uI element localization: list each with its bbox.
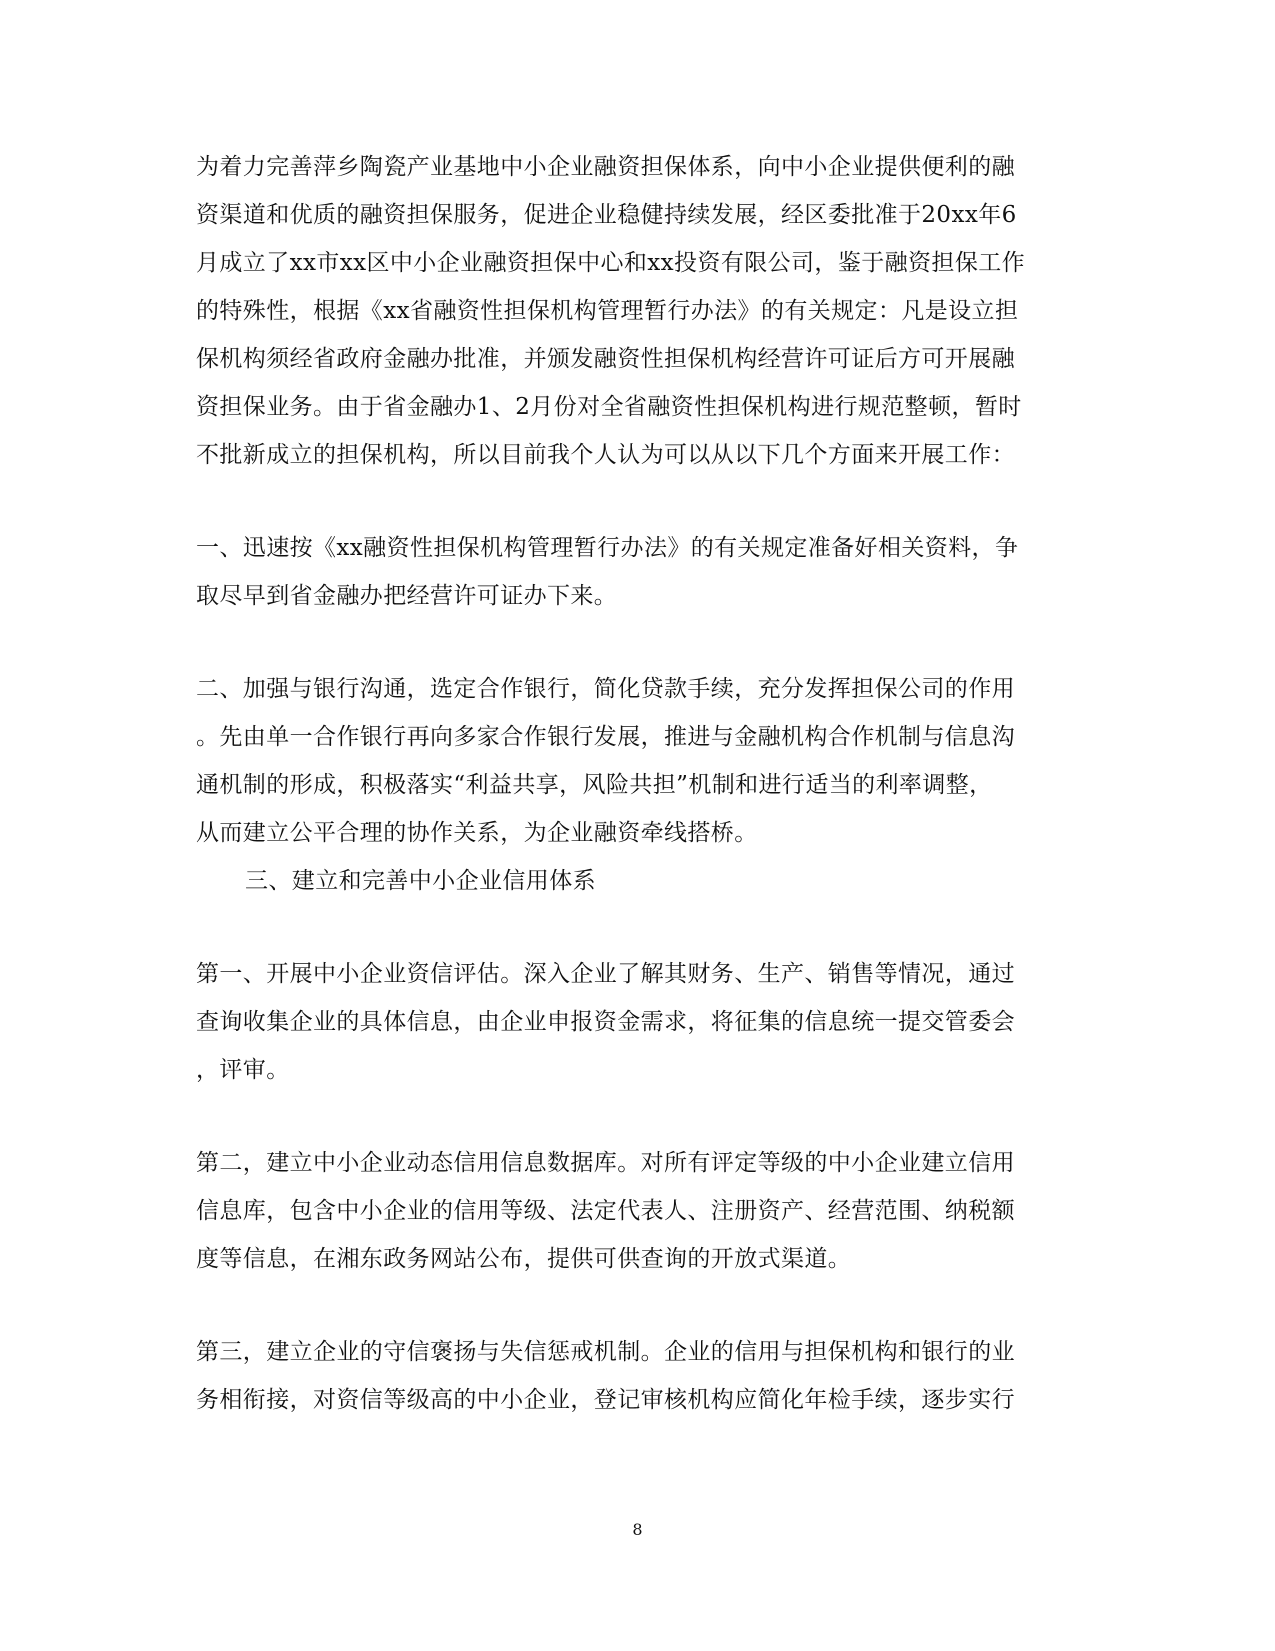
text-line: 通机制的形成，积极落实“利益共享，风险共担”机制和进行适当的利率调整， <box>196 772 993 798</box>
text-line: 保机构须经省政府金融办批准，并颁发融资性担保机构经营许可证后方可开展融 <box>196 346 1015 372</box>
text-line: 从而建立公平合理的协作关系，为企业融资牵线搭桥。 <box>196 820 758 846</box>
text-line: 度等信息，在湘东政务网站公布，提供可供查询的开放式渠道。 <box>196 1246 852 1272</box>
text-line: 一、迅速按《xx融资性担保机构管理暂行办法》的有关规定准备好相关资料，争 <box>196 535 1019 561</box>
text-line: 取尽早到省金融办把经营许可证办下来。 <box>196 583 618 609</box>
text-line: 。先由单一合作银行再向多家合作银行发展，推进与金融机构合作机制与信息沟 <box>196 724 1015 750</box>
text-line: 第二，建立中小企业动态信用信息数据库。对所有评定等级的中小企业建立信用 <box>196 1150 1015 1176</box>
text-line: 第一、开展中小企业资信评估。深入企业了解其财务、生产、销售等情况，通过 <box>196 961 1015 987</box>
text-line: 资担保业务。由于省金融办1、2月份对全省融资性担保机构进行规范整顿，暂时 <box>196 394 1022 420</box>
text-line: 为着力完善萍乡陶瓷产业基地中小企业融资担保体系，向中小企业提供便利的融 <box>196 154 1015 180</box>
text-line: 务相衔接，对资信等级高的中小企业，登记审核机构应简化年检手续，逐步实行 <box>196 1387 1015 1413</box>
text-line: 第三，建立企业的守信褒扬与失信惩戒机制。企业的信用与担保机构和银行的业 <box>196 1339 1015 1365</box>
text-line: 资渠道和优质的融资担保服务，促进企业稳健持续发展，经区委批准于20xx年6 <box>196 202 1017 228</box>
section-heading: 三、建立和完善中小企业信用体系 <box>245 868 596 894</box>
text-line: 查询收集企业的具体信息，由企业申报资金需求，将征集的信息统一提交管委会 <box>196 1009 1015 1035</box>
text-line: 的特殊性，根据《xx省融资性担保机构管理暂行办法》的有关规定：凡是设立担 <box>196 298 1019 324</box>
text-line: 二、加强与银行沟通，选定合作银行，简化贷款手续，充分发挥担保公司的作用 <box>196 676 1015 702</box>
text-line: ，评审。 <box>196 1057 290 1083</box>
text-line: 月成立了xx市xx区中小企业融资担保中心和xx投资有限公司，鉴于融资担保工作 <box>196 250 1026 276</box>
text-line: 不批新成立的担保机构，所以目前我个人认为可以从以下几个方面来开展工作： <box>196 442 1015 468</box>
page-number: 8 <box>632 1520 643 1539</box>
text-line: 信息库，包含中小企业的信用等级、法定代表人、注册资产、经营范围、纳税额 <box>196 1198 1015 1224</box>
